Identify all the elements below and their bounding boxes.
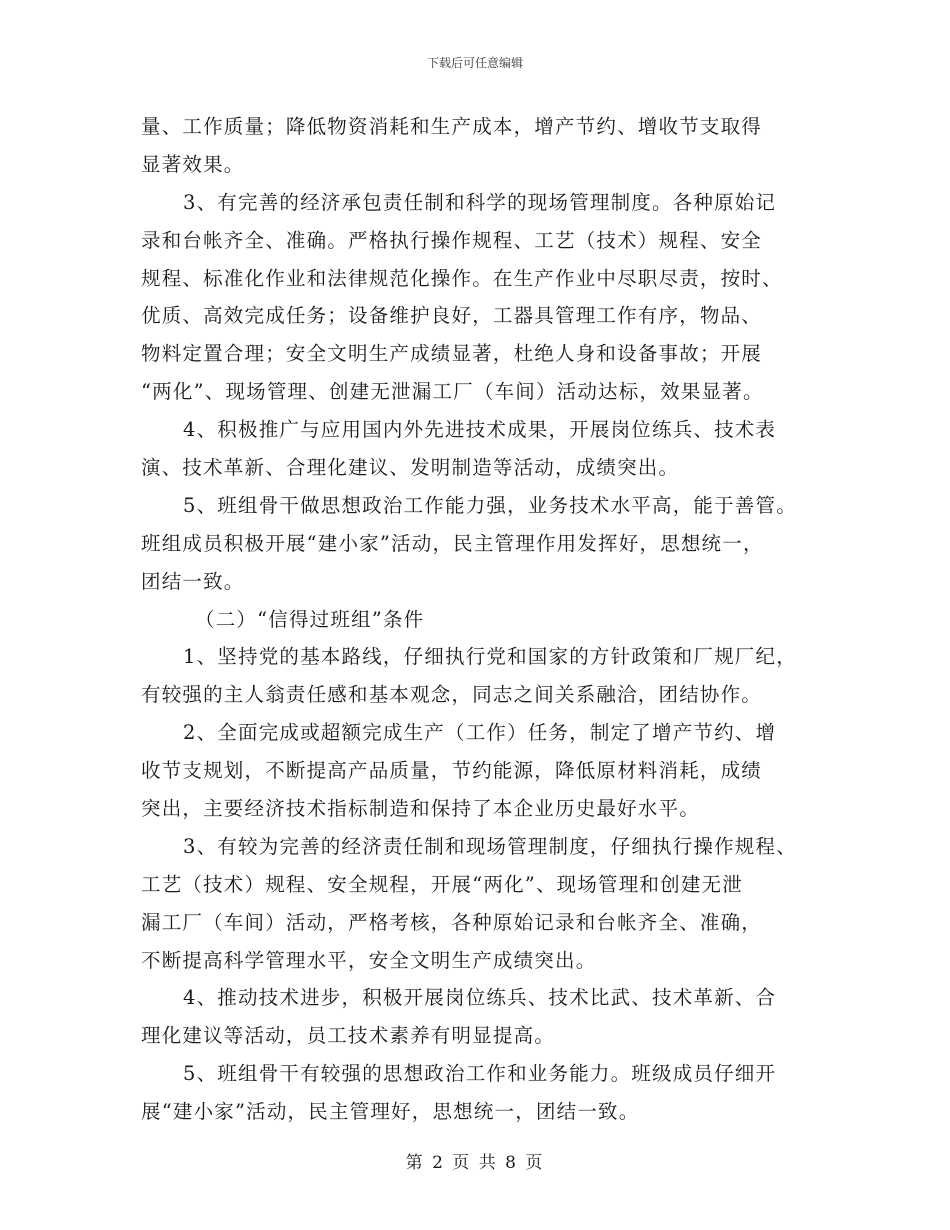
paragraph-line: 1、坚持党的基本路线，仔细执行党和国家的方针政策和厂规厂纪， xyxy=(183,645,797,669)
paragraph-line: 规程、标准化作业和法律规范化操作。在生产作业中尽职尽责，按时、 xyxy=(141,266,783,290)
paragraph-line: 3、有较为完善的经济责任制和现场管理制度，仔细执行操作规程、 xyxy=(183,834,797,858)
paragraph-line: 突出，主要经济技术指标制造和保持了本企业历史最好水平。 xyxy=(141,797,700,821)
paragraph-line: 录和台帐齐全、准确。严格执行操作规程、工艺（技术）规程、安全 xyxy=(141,228,763,252)
paragraph-line: 演、技术革新、合理化建议、发明制造等活动，成绩突出。 xyxy=(141,456,680,480)
paragraph-line: 5、班组骨干有较强的思想政治工作和业务能力。班级成员仔细开 xyxy=(183,1062,777,1086)
page-header: 下载后可任意编辑 xyxy=(426,56,523,70)
paragraph-line: 理化建议等活动，员工技术素养有明显提高。 xyxy=(141,1024,556,1048)
paragraph-line: 5、班组骨干做思想政治工作能力强，业务技术水平高，能于善管。 xyxy=(183,493,797,517)
paragraph-line: 收节支规划，不断提高产品质量，节约能源，降低原材料消耗，成绩 xyxy=(141,759,763,783)
paragraph-line: 不断提高科学管理水平，安全文明生产成绩突出。 xyxy=(141,948,597,972)
paragraph-line: 4、推动技术进步，积极开展岗位练兵、技术比武、技术革新、合 xyxy=(183,986,777,1010)
paragraph-line: “两化”、现场管理、创建无泄漏工厂（车间）活动达标，效果显著。 xyxy=(141,380,764,404)
paragraph-line: 展“建小家”活动，民主管理好，思想统一，团结一致。 xyxy=(141,1100,640,1124)
paragraph-line: 显著效果。 xyxy=(141,152,245,176)
paragraph-line: 团结一致。 xyxy=(141,569,245,593)
paragraph-line: 漏工厂（车间）活动，严格考核，各种原始记录和台帐齐全、准确， xyxy=(141,910,763,934)
paragraph-line: 2、全面完成或超额完成生产（工作）任务，制定了增产节约、增 xyxy=(183,721,777,745)
paragraph-line: 4、积极推广与应用国内外先进技术成果，开展岗位练兵、技术表 xyxy=(183,418,777,442)
page-number: 第 2 页 共 8 页 xyxy=(405,1153,545,1173)
paragraph-line: 3、有完善的经济承包责任制和科学的现场管理制度。各种原始记 xyxy=(183,190,777,214)
paragraph-line: 工艺（技术）规程、安全规程，开展“两化”、现场管理和创建无泄 xyxy=(141,872,743,896)
paragraph-line: 有较强的主人翁责任感和基本观念，同志之间关系融洽，团结协作。 xyxy=(141,683,763,707)
paragraph-line: 优质、高效完成任务；设备维护良好，工器具管理工作有序，物品、 xyxy=(141,304,763,328)
document-body xyxy=(141,108,813,1131)
paragraph-line: 物料定置合理；安全文明生产成绩显著，杜绝人身和设备事故；开展 xyxy=(141,342,763,366)
paragraph-line: 量、工作质量；降低物资消耗和生产成本，增产节约、增收节支取得 xyxy=(141,115,763,138)
paragraph-line: 班组成员积极开展“建小家”活动，民主管理作用发挥好，思想统一， xyxy=(141,531,764,555)
section-heading: （二）“信得过班组”条件 xyxy=(195,607,425,631)
